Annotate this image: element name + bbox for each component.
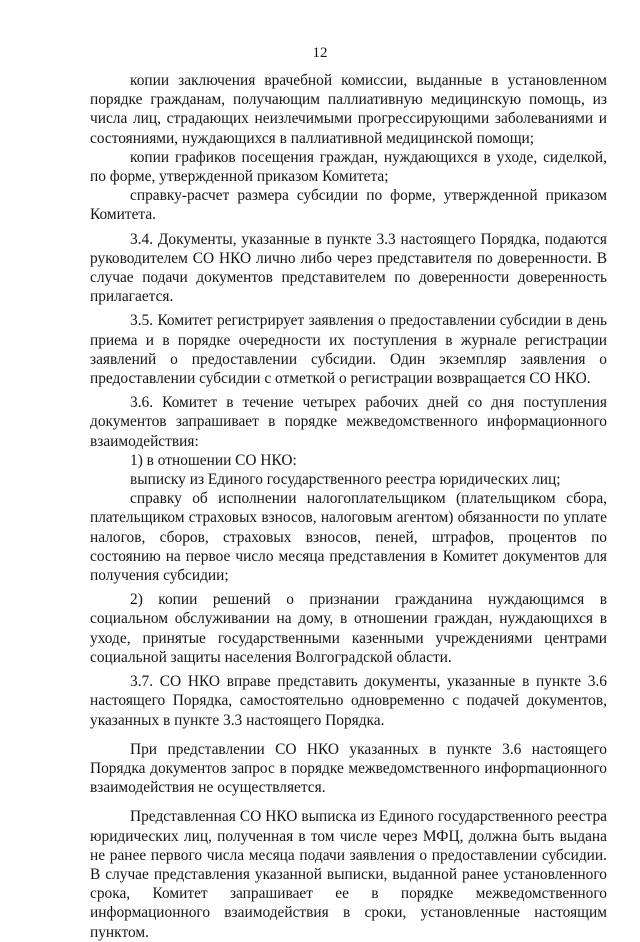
paragraph-subsidy-calculation: справку-расчет размера субсидии по форме, утвержденной приказом Комитета. — [90, 187, 607, 224]
paragraph-extract-validity: Представленная СО НКО выписка из Единого государственного реестра юридических лиц, полученная в том числе через МФЦ, должна быть выдана не ранее первого числа месяца подачи заявления о предоставлении субсидии. В случае представления указанной выписки, выданной ранее установленного срока, Комитет запрашивает ее в порядке межведомственного информационного взаимодействия в сроки, установленные настоящим пунктом. — [90, 808, 607, 941]
paragraph-item-1: 1) в отношении СО НКО: — [130, 451, 297, 469]
paragraph-3-5: 3.5. Комитет регистрирует заявления о предоставлении субсидии в день приема и в порядке очередности их поступления в журнале регистрации заявлений о предоставлении субсидии. Один экземпляр заявления о предоставлении субсидии с отметкой о регистрации возвращается СО НКО. — [90, 312, 607, 388]
page-number: 12 — [312, 45, 328, 61]
paragraph-tax-certificate: справку об исполнении налогоплательщиком (плательщиком сбора, плательщиком страховых взносов, налоговым агентом) обязанности по уплате налогов, сборов, страховых взносов, пеней, штрафов, процентов по состоянию на первое число месяца представления в Комитет документов для получения субсидии; — [90, 490, 607, 585]
paragraph-3-7: 3.7. СО НКО вправе представить документы, указанные в пункте 3.6 настоящего Порядка, самостоятельно одновременно с подачей документов, указанных в пункте 3.3 настоящего Порядка. — [90, 673, 607, 729]
paragraph-no-interagency-request: При представлении СО НКО указанных в пункте 3.6 настоящего Порядка документов запрос в порядке межведомственного инфорmационного взаимодействия не осуществляется. — [90, 740, 607, 797]
paragraph-medical-commission: копии заключения врачебной комиссии, выданные в установленном порядке гражданам, получающим паллиативную медицинскую помощь, из числа лиц, страдающих неизлечимыми прогрессирующими заболеваниями и состояниями, нуждающихся в паллиативной медицинской помощи; — [90, 72, 607, 147]
document-body — [90, 71, 607, 942]
paragraph-item-2: 2) копии решений о признании гражданина нуждающимся в социальном обслуживании на дому, в отношении граждан, нуждающихся в уходе, принятые государственными казенными учреждениями центрами социальной защиты населения Волгоградской области. — [90, 591, 607, 666]
paragraph-caregiver-schedules: копии графиков посещения граждан, нуждающихся в уходе, сиделкой, по форме, утвержденной приказом Комитета; — [90, 148, 607, 186]
paragraph-3-6: 3.6. Комитет в течение четырех рабочих дней со дня поступления документов запрашивает в порядке межведомственного информационного взаимодействия: — [90, 394, 607, 450]
paragraph-3-4: 3.4. Документы, указанные в пункте 3.3 настоящего Порядка, подаются руководителем СО НКО лично либо через представителя по доверенности. В случае подачи документов представителем по доверенности доверенность прилагается. — [90, 230, 607, 306]
paragraph-egrul-extract: выписку из Единого государственного реестра юридических лиц; — [130, 471, 561, 489]
